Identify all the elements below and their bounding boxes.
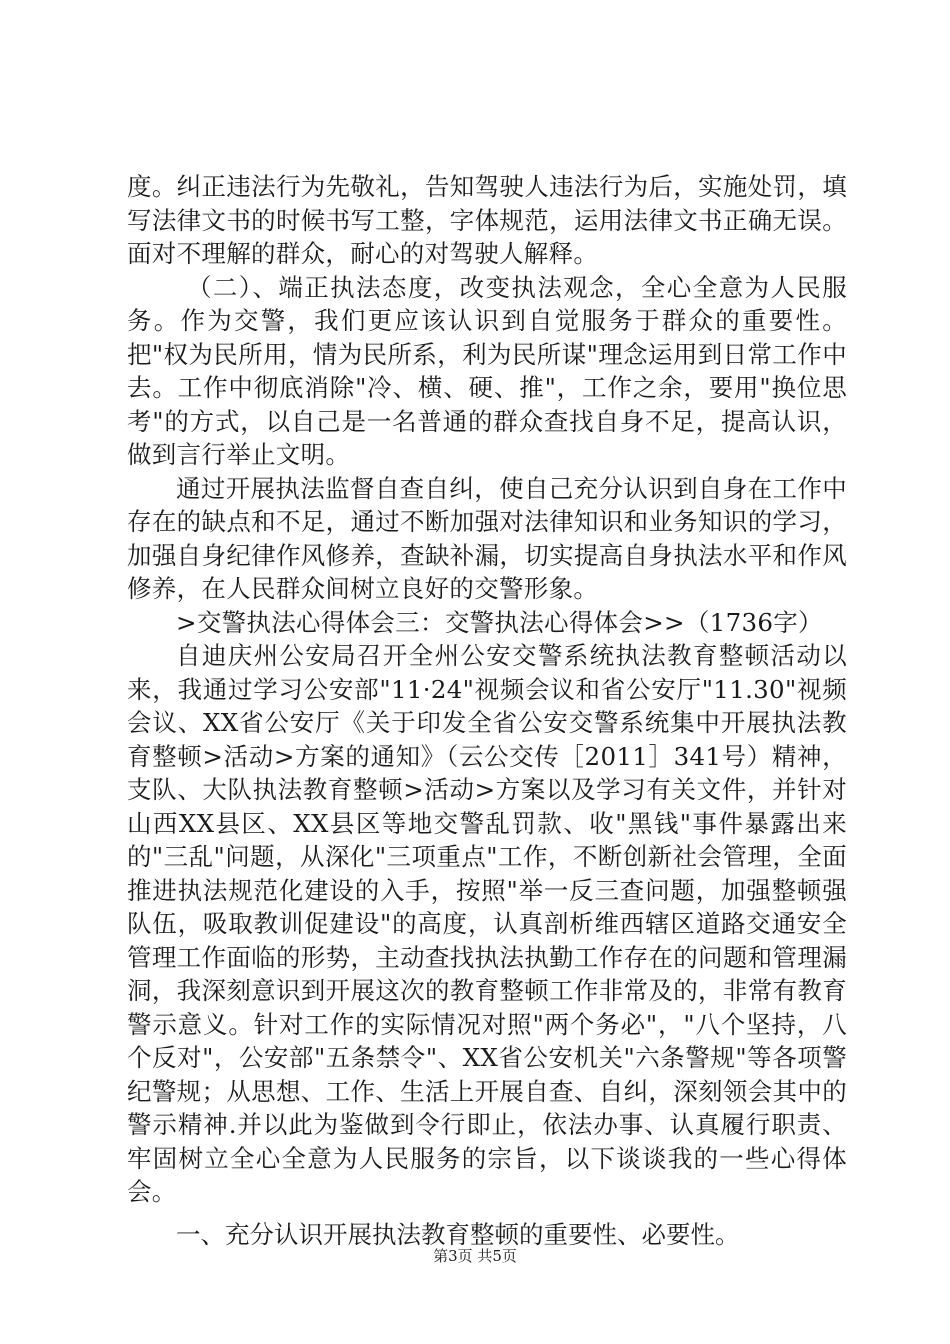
section-title-experience-three: >交警执法心得体会三：交警执法心得体会>>（1736字） [176, 607, 823, 637]
paragraph-self-inspection: 通过开展执法监督自查自纠，使自己充分认识到自身在工作中存在的缺点和不足，通过不断加强对法律知识和业务知识的学习，加强自身纪律作风修养，查缺补漏，切实提高自身执法水平和作风修养，在人民群众间树立良好的交警形象。 [127, 473, 847, 603]
page-footer: 第3页 共5页 [433, 1247, 517, 1265]
paragraph-service-attitude: （二）、端正执法态度，改变执法观念，全心全意为人民服务。作为交警，我们更应该认识到自觉服务于群众的重要性。把"权为民所用，情为民所系，利为民所谋"理念运用到日常工作中去。工作中彻底消除"冷、横、硬、推"，工作之余，要用"换位思考"的方式，以自己是一名普通的群众查找自身不足，提高认识，做到言行举止文明。 [127, 272, 847, 469]
paragraph-continuation: 度。纠正违法行为先敬礼，告知驾驶人违法行为后，实施处罚，填写法律文书的时候书写工整，字体规范，运用法律文书正确无误。面对不理解的群众，耐心的对驾驶人解释。 [127, 172, 847, 268]
document-body [127, 170, 847, 1251]
section-heading-one: 一、充分认识开展执法教育整顿的重要性、必要性。 [176, 1219, 740, 1249]
paragraph-rectification-campaign: 自迪庆州公安局召开全州公安交警系统执法教育整顿活动以来，我通过学习公安部"11·24"视频会议和省公安厅"11.30"视频会议、XX省公安厅《关于印发全省公安交警系统集中开展执法教育整顿>活动>方案的通知》（云公交传［2011］341号）精神，支队、大队执法教育整顿>活动>方案以及学习有关文件，并针对山西XX县区、XX县区等地交警乱罚款、收"黑钱"事件暴露出来的"三乱"问题，从深化"三项重点"工作，不断创新社会管理，全面推进执法规范化建设的入手，按照"举一反三查问题，加强整顿强队伍，吸取教训促建设"的高度，认真剖析维西辖区道路交通安全管理工作面临的形势，主动查找执法执勤工作存在的问题和管理漏洞，我深刻意识到开展这次的教育整顿工作非常及的，非常有教育警示意义。针对工作的实际情况对照"两个务必"，"八个坚持，八个反对"，公安部"五条禁令"、XX省公安机关"六条警规"等各项警纪警规；从思想、工作、生活上开展自查、自纠，深刻领会其中的警示精神.并以此为鉴做到令行即止，依法办事、认真履行职责、牢固树立全心全意为人民服务的宗旨，以下谈谈我的一些心得体会。 [127, 641, 847, 1206]
